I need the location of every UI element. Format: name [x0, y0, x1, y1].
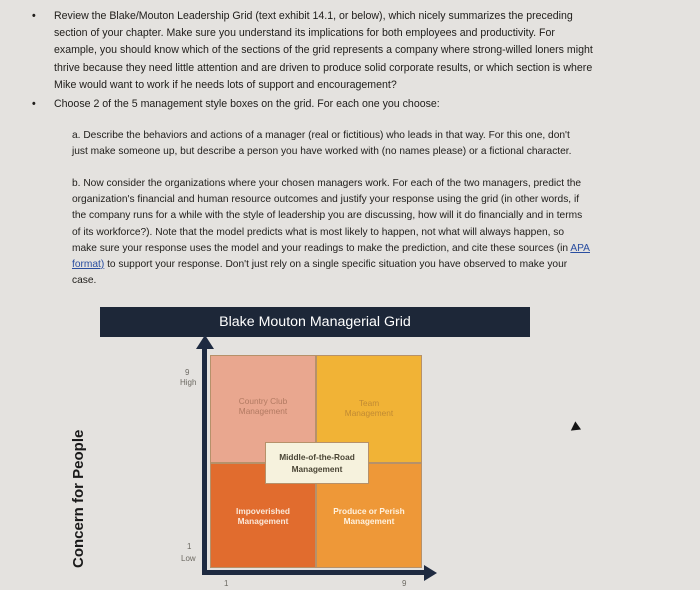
- grid-title: Blake Mouton Managerial Grid: [100, 307, 530, 337]
- x-axis-line: [202, 570, 427, 575]
- bullet-marker: •: [32, 10, 36, 22]
- team-management-label: Team Management: [344, 398, 394, 418]
- x-tick-left: 1: [224, 579, 229, 588]
- produce-or-perish-label: Produce or Perish Management: [333, 506, 405, 526]
- country-club-label: Country Club Management: [238, 396, 288, 416]
- x-axis-arrow-icon: [424, 565, 437, 581]
- sub-item-a: a. Describe the behaviors and actions of a manager (real or fictitious) who leads in that way. For this one, don't just make someone up, but describe a person you have worked with (no names please) or a fictional character.: [72, 130, 572, 158]
- y-tick-bottom-label: Low: [181, 554, 196, 563]
- apa-link[interactable]: APA: [570, 242, 590, 254]
- y-axis-arrow-icon: [196, 335, 214, 349]
- sub-item-b-text: b. Now consider the organizations where your chosen managers work. For each of the two managers, predict the organization's financial and human resource outcomes and justify your response using the grid (in other words, if the company runs for a while with the style of leadership you are discussing, how will it do financially and in terms of its workforce?). Note that the model predicts what is most likely to happen, not what will always happen, so make sure your response uses the model and your readings to make the prediction, and cite these sources (in: [72, 178, 583, 254]
- format-link[interactable]: format): [72, 259, 105, 271]
- middle-of-the-road-label: Middle-of-the-Road Management: [279, 452, 355, 474]
- sub-item-b-tail: to support your response. Don't just rely on a single specific situation you have observed to make your case.: [72, 259, 568, 287]
- x-tick-right: 9: [402, 579, 407, 588]
- y-tick-top: 9: [185, 368, 190, 377]
- middle-of-the-road-box: [265, 442, 369, 484]
- sub-item-b: [72, 176, 647, 289]
- impoverished-label: Impoverished Management: [236, 506, 290, 526]
- y-tick-bottom: 1: [187, 542, 192, 551]
- bullet-marker: •: [32, 98, 36, 110]
- y-tick-top-label: High: [180, 378, 197, 387]
- cursor-arrow-icon: [568, 421, 581, 434]
- y-axis-line: [202, 345, 207, 575]
- bullet-text: Review the Blake/Mouton Leadership Grid (text exhibit 14.1, or below), which nicely summarizes the preceding section of your chapter. Make sure you understand its implications for both employees and productivity. For example, you should know which of the sections of the grid represents a company where strong-willed loners might thrive because they need little attention and are driven to produce solid corporate results, or which section is where Mike would want to work if he needs lots of support and encouragement?: [54, 10, 593, 91]
- bullet-text: Choose 2 of the 5 management style boxes on the grid. For each one you choose:: [54, 98, 440, 110]
- y-axis-label: Concern for People: [70, 429, 87, 568]
